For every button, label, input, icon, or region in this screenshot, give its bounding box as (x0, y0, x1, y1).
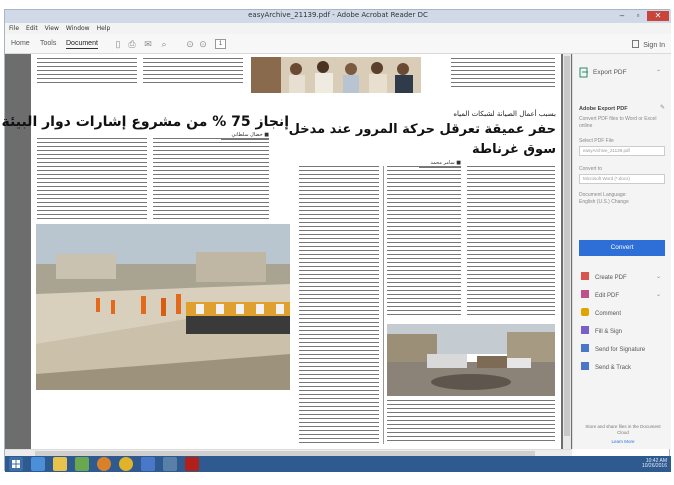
print-icon[interactable]: ⎙ (128, 39, 136, 49)
menu-help[interactable]: Help (96, 25, 111, 32)
close-button[interactable]: ✕ (647, 11, 669, 21)
convert-to-label: Convert to (579, 166, 603, 172)
export-pdf-header[interactable] (579, 66, 667, 80)
text-column (299, 166, 379, 444)
menu-view[interactable]: View (44, 25, 59, 32)
image-viewer-icon[interactable] (163, 457, 177, 471)
word-icon[interactable] (141, 457, 155, 471)
edit-pdf-label: Edit PDF (595, 293, 620, 299)
send-signature-label: Send for Signature (595, 347, 646, 353)
text-column (467, 166, 555, 316)
document-language-value[interactable]: English (U.S.) Change (579, 199, 629, 205)
text-block (143, 58, 243, 86)
text-column (387, 166, 461, 316)
document-language-label: Document Language: (579, 192, 627, 198)
internet-explorer-icon[interactable] (31, 457, 45, 471)
info-icon[interactable]: ✎ (659, 105, 665, 111)
vertical-scrollbar[interactable] (563, 54, 571, 449)
tool-fill-sign[interactable] (581, 326, 667, 337)
export-pdf-label: Export PDF (593, 69, 627, 76)
right-tools-pane (572, 54, 671, 449)
vertical-scroll-thumb[interactable] (564, 56, 570, 436)
text-block (387, 400, 555, 444)
edit-pdf-chevron-icon[interactable]: ⌄ (655, 292, 661, 298)
comment-label: Comment (595, 311, 622, 317)
file-explorer-icon[interactable] (53, 457, 67, 471)
top-photo (251, 57, 421, 93)
document-cloud-promo (581, 424, 665, 445)
text-column (153, 138, 269, 220)
next-page-icon[interactable]: ⊙ (199, 39, 207, 49)
tool-comment[interactable] (581, 308, 667, 319)
learn-more-link[interactable]: Learn More (611, 439, 635, 444)
select-pdf-field[interactable]: easyArchive_21139.pdf (579, 146, 665, 156)
menu-file[interactable]: File (9, 25, 20, 32)
street-photo-drawing (387, 324, 555, 396)
road-works-photo (36, 224, 290, 390)
create-pdf-chevron-icon[interactable]: ⌄ (655, 274, 661, 280)
edit-pdf-icon (581, 290, 589, 298)
pdf-page (1, 54, 561, 449)
windows-taskbar (5, 456, 671, 472)
firefox-icon[interactable] (97, 457, 111, 471)
send-for-signature-icon (581, 344, 589, 352)
tool-edit-pdf[interactable] (581, 290, 667, 301)
maximize-button[interactable]: ▫ (636, 11, 640, 20)
tray-date: 10/26/2016 (641, 463, 667, 469)
headline-secondary: إنجاز 75 % من مشروع إشارات دوار البيئة (1, 114, 289, 130)
windows-logo-icon (9, 457, 23, 471)
acrobat-taskbar-icon[interactable] (185, 457, 199, 471)
tab-home[interactable]: Home (11, 40, 30, 47)
tool-create-pdf[interactable] (581, 272, 667, 283)
menu-window[interactable]: Window (65, 25, 90, 32)
tab-tools[interactable]: Tools (40, 40, 57, 47)
page-number-input[interactable]: 1 (215, 39, 226, 49)
text-block (37, 58, 137, 86)
send-track-icon (581, 362, 589, 370)
byline-main: ■ سامر محمد (419, 160, 461, 168)
sign-in-label: Sign In (643, 42, 665, 49)
system-tray-clock[interactable] (642, 459, 667, 469)
column-divider (383, 166, 384, 444)
article-kicker: بسبب أعمال الصيانة لشبكات المياه (453, 110, 556, 118)
email-icon[interactable]: ✉ (144, 39, 152, 49)
minimize-button[interactable]: – (619, 11, 625, 20)
window-title: easyArchive_21139.pdf - Adobe Acrobat Reader DC (248, 11, 428, 19)
road-works-drawing (36, 224, 290, 390)
start-button-icon[interactable] (9, 457, 23, 471)
save-icon[interactable]: ▯ (115, 39, 121, 49)
select-pdf-label: Select PDF File (579, 138, 614, 144)
export-description: Convert PDF files to Word or Excel online (579, 116, 657, 129)
tray-time: 10:42 AM (645, 458, 667, 464)
convert-to-select[interactable]: Microsoft Word (*.docx) (579, 174, 665, 184)
send-track-label: Send & Track (595, 365, 632, 371)
export-pdf-icon (579, 67, 589, 78)
previous-page-icon[interactable]: ⊙ (186, 39, 194, 49)
sign-in-link[interactable] (632, 40, 665, 49)
fill-sign-label: Fill & Sign (595, 329, 623, 335)
search-icon[interactable]: ⌕ (161, 39, 167, 49)
document-viewer[interactable] (1, 54, 572, 449)
toolbar (5, 34, 671, 54)
convert-button[interactable]: Convert (579, 240, 665, 256)
text-block (451, 58, 555, 90)
user-icon (632, 40, 639, 48)
headline-main-line2: سوق غرناطة (472, 142, 556, 157)
window-controls (615, 11, 669, 21)
create-pdf-label: Create PDF (595, 275, 627, 281)
text-column (37, 138, 147, 220)
byline-secondary: ■ خضال سلطاني (221, 132, 269, 140)
media-player-icon[interactable] (75, 457, 89, 471)
fill-sign-icon (581, 326, 589, 334)
menu-edit[interactable]: Edit (26, 25, 38, 32)
tool-send-track[interactable] (581, 362, 667, 373)
adobe-export-title: Adobe Export PDF (579, 106, 628, 112)
document-cloud-text: Store and share files in the Document Cloud (585, 424, 661, 435)
acrobat-window (1, 9, 670, 471)
comment-icon (581, 308, 589, 316)
chrome-icon[interactable] (119, 457, 133, 471)
tab-document[interactable]: Document (66, 40, 98, 47)
street-photo (387, 324, 555, 396)
tool-send-signature[interactable] (581, 344, 667, 355)
menu-bar (5, 23, 671, 34)
create-pdf-icon (581, 272, 589, 280)
top-photo-drawing (251, 57, 421, 93)
collapse-chevron-icon[interactable]: ⌃ (655, 70, 661, 76)
headline-main-line1: حفر عميقة تعرقل حركة المرور عند مدخل (288, 122, 556, 137)
title-bar (5, 10, 671, 23)
